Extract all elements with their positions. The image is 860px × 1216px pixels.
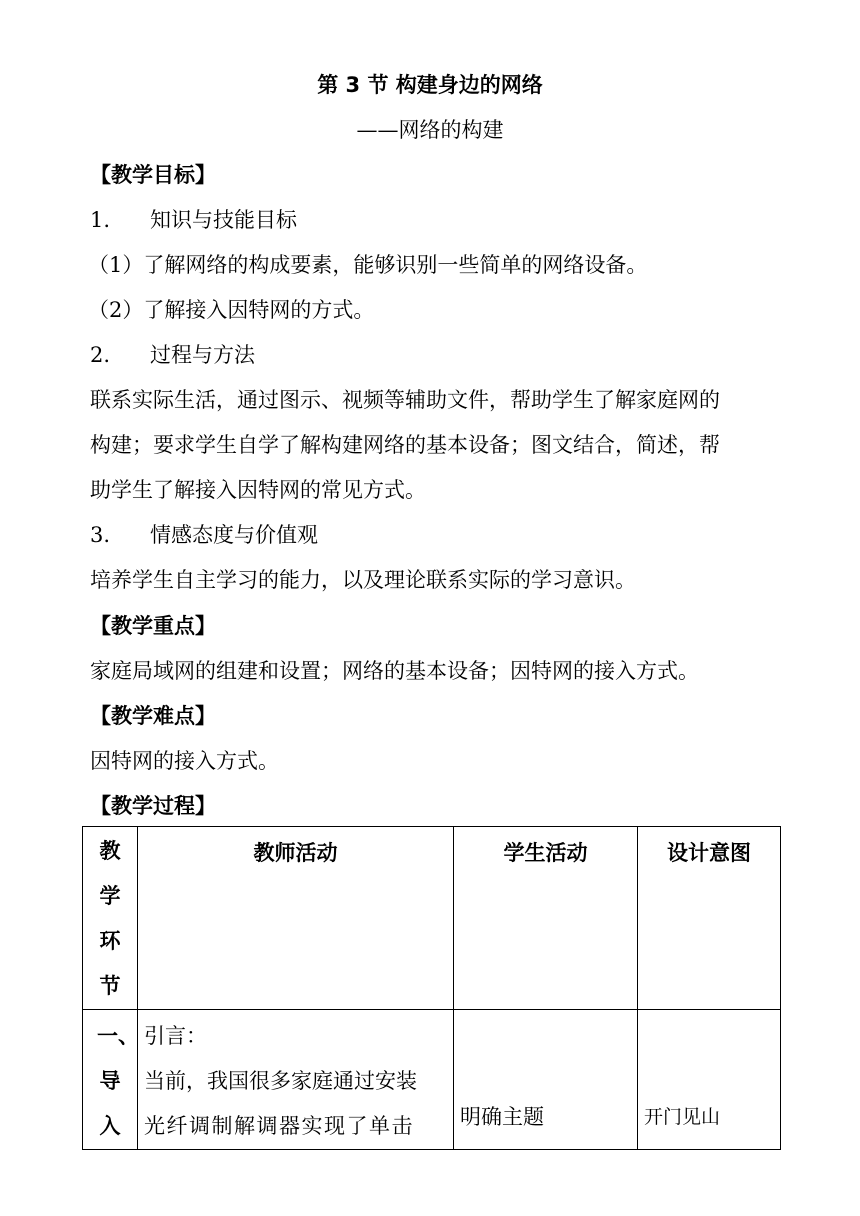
process-method-line-3: 助学生了解接入因特网的常见方式。: [90, 478, 426, 502]
teaching-process-table: [82, 826, 781, 1150]
column-header-student: 学生活动: [454, 827, 638, 1010]
process-heading: 【教学过程】: [90, 794, 216, 818]
teacher-activity-text: [144, 1010, 447, 1149]
knowledge-item-2: （2）了解接入因特网的方式。: [88, 298, 375, 322]
student-activity-cell: [454, 1010, 638, 1150]
stage-label: 一、导入: [97, 1024, 139, 1138]
column-header-teacher: 教师活动: [138, 827, 454, 1010]
student-activity-text: 明确主题: [460, 1105, 544, 1129]
column-header-label: 教学环节: [99, 839, 121, 998]
objective-number: 1.: [90, 208, 111, 232]
table-row: [83, 1010, 781, 1150]
key-points-heading: 【教学重点】: [90, 614, 216, 638]
table-header-row: [83, 827, 781, 1010]
difficulties-text: 因特网的接入方式。: [90, 749, 279, 773]
objective-number: 2.: [90, 343, 111, 367]
objectives-heading: 【教学目标】: [90, 163, 216, 187]
teacher-line: 光纤调制解调器实现了单击: [144, 1114, 414, 1138]
objective-label: 过程与方法: [150, 343, 255, 367]
knowledge-item-1: （1）了解网络的构成要素，能够识别一些简单的网络设备。: [88, 253, 648, 277]
teacher-line: 引言：: [144, 1024, 207, 1048]
key-points-text: 家庭局域网的组建和设置；网络的基本设备；因特网的接入方式。: [90, 659, 699, 683]
objective-label: 知识与技能目标: [150, 208, 297, 232]
teacher-line: 当前，我国很多家庭通过安装: [144, 1069, 417, 1093]
design-intent-text: 开门见山: [644, 1106, 721, 1128]
process-method-line-2: 构建；要求学生自学了解构建网络的基本设备；图文结合，简述，帮: [90, 433, 720, 457]
difficulties-heading: 【教学难点】: [90, 704, 216, 728]
design-intent-cell: [638, 1010, 781, 1150]
teacher-activity-cell: [138, 1010, 454, 1150]
objective-item-3: [90, 520, 790, 550]
page-title: 第 3 节 构建身边的网络: [317, 73, 543, 97]
stage-cell: [83, 1010, 138, 1150]
column-header-intent: 设计意图: [638, 827, 781, 1010]
objective-item-2: [90, 340, 790, 370]
process-method-line-1: 联系实际生活，通过图示、视频等辅助文件，帮助学生了解家庭网的: [90, 388, 720, 412]
attitude-text: 培养学生自主学习的能力，以及理论联系实际的学习意识。: [90, 568, 636, 592]
design-intent-wrap: [644, 1010, 774, 1140]
column-header-stage: [83, 827, 138, 1010]
objective-label: 情感态度与价值观: [150, 523, 318, 547]
objective-item-1: [90, 205, 790, 235]
page-subtitle: ——网络的构建: [356, 118, 504, 142]
student-activity-wrap: [460, 1010, 631, 1140]
objective-number: 3.: [90, 523, 111, 547]
